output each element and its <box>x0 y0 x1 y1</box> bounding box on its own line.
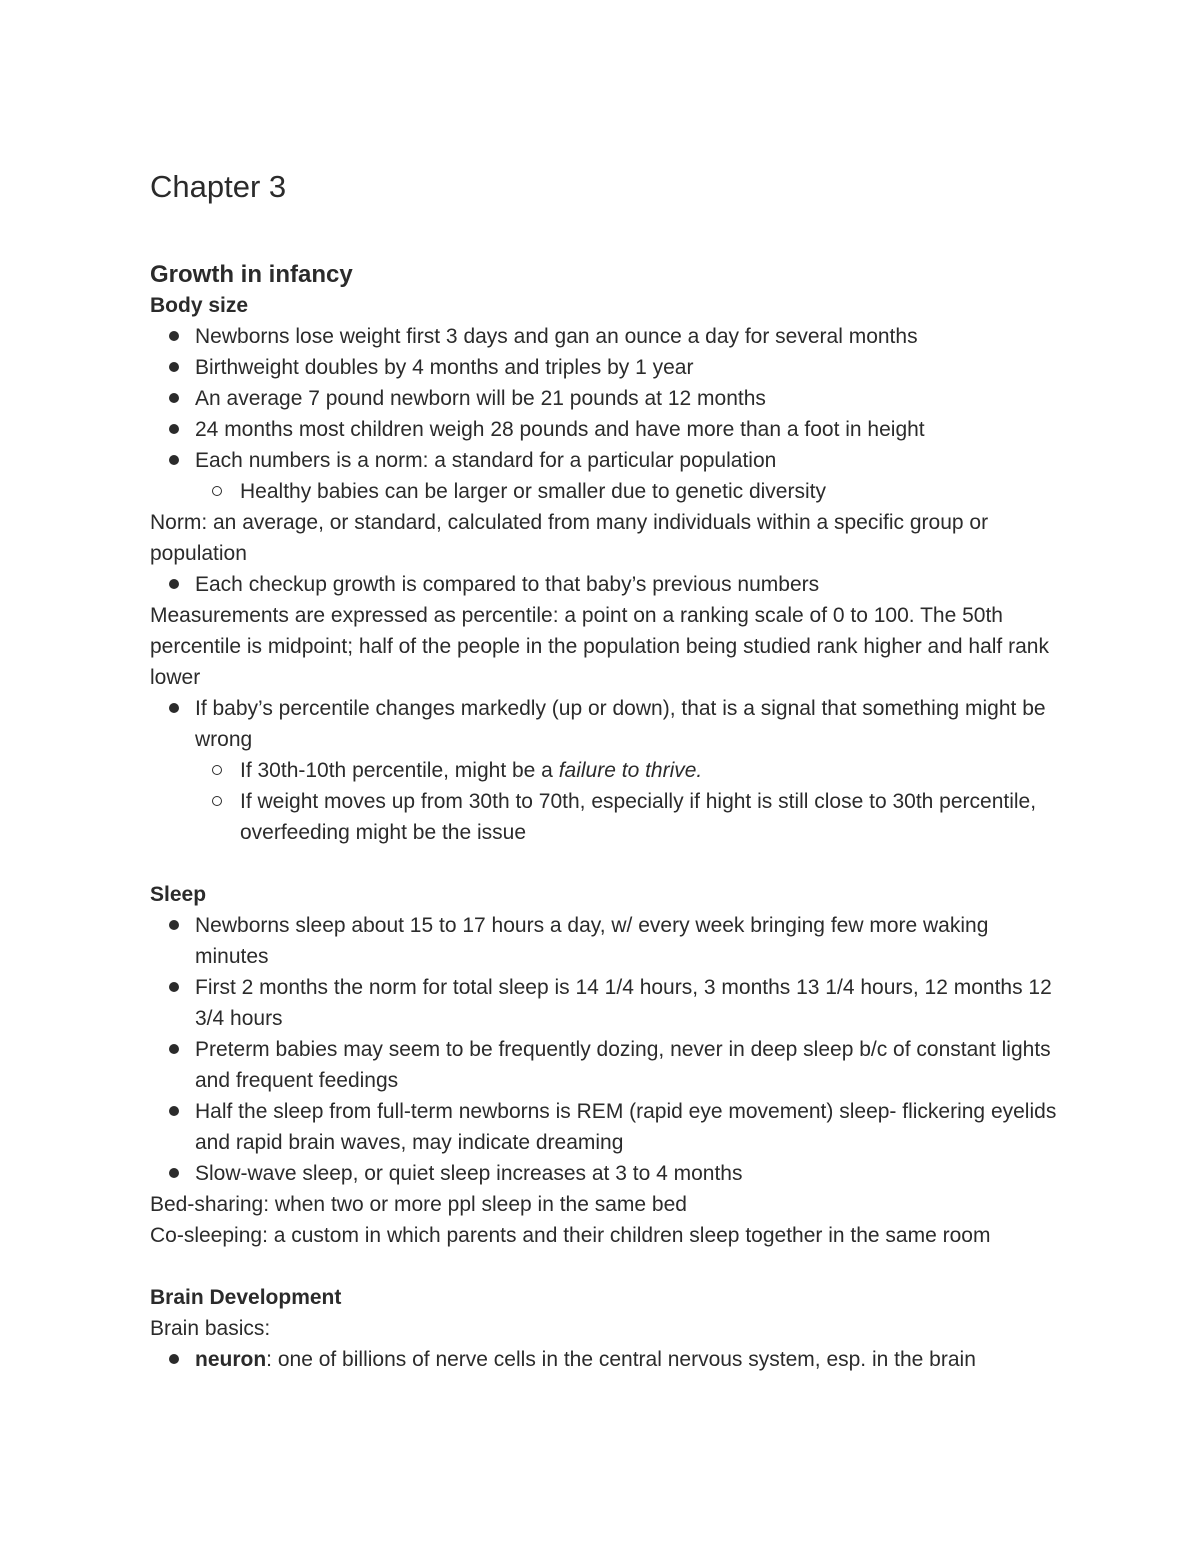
co-sleeping-definition: Co-sleeping: a custom in which parents and their children sleep together in the same room <box>150 1224 991 1247</box>
sleep-list <box>150 910 1060 1189</box>
section-heading-brain: Brain Development <box>150 1286 342 1309</box>
bullet-icon <box>169 424 179 434</box>
sub-list <box>195 476 1060 507</box>
percentile-list <box>150 693 1060 848</box>
section-heading-growth: Growth in infancy <box>150 261 353 288</box>
sub-list-item: If 30th-10th percentile, might be a failure to thrive. <box>195 755 1060 786</box>
bullet-icon <box>169 1168 179 1178</box>
norm-definition: Norm: an average, or standard, calculated from many individuals within a specific group or population <box>150 511 989 565</box>
neuron-term: neuron <box>195 1348 267 1371</box>
bullet-icon <box>169 579 179 589</box>
list-item: If baby’s percentile changes markedly (up or down), that is a signal that something might be wrong If 30th-10th percentile, might be a failure to thrive. If weight moves up from 30th to 70th, especially if hight is still close to 30th percentile, overfeeding might be the issue <box>150 693 1060 848</box>
list-item: Newborns lose weight first 3 days and gan an ounce a day for several months <box>150 321 1060 352</box>
brain-basics-intro: Brain basics: <box>150 1317 271 1340</box>
hollow-bullet-icon <box>212 765 222 775</box>
chapter-title: Chapter 3 <box>150 169 287 204</box>
list-item: Half the sleep from full-term newborns is REM (rapid eye movement) sleep- flickering eyelids and rapid brain waves, may indicate dreaming <box>150 1096 1060 1158</box>
list-item: First 2 months the norm for total sleep is 14 1/4 hours, 3 months 13 1/4 hours, 12 months 12 3/4 hours <box>150 972 1060 1034</box>
hollow-bullet-icon <box>212 486 222 496</box>
bullet-icon <box>169 393 179 403</box>
bed-sharing-definition: Bed-sharing: when two or more ppl sleep in the same bed <box>150 1193 687 1216</box>
list-item: 24 months most children weigh 28 pounds and have more than a foot in height <box>150 414 1060 445</box>
document-page <box>150 168 1060 1375</box>
section-heading-sleep: Sleep <box>150 883 207 906</box>
bullet-icon <box>169 703 179 713</box>
list-item: An average 7 pound newborn will be 21 pounds at 12 months <box>150 383 1060 414</box>
subheading-body-size: Body size <box>150 294 249 317</box>
list-item: Preterm babies may seem to be frequently dozing, never in deep sleep b/c of constant lights and frequent feedings <box>150 1034 1060 1096</box>
bullet-icon <box>169 455 179 465</box>
list-item: Birthweight doubles by 4 months and triples by 1 year <box>150 352 1060 383</box>
list-item: Each numbers is a norm: a standard for a particular population Healthy babies can be larger or smaller due to genetic diversity <box>150 445 1060 507</box>
list-item: Newborns sleep about 15 to 17 hours a day, w/ every week bringing few more waking minutes <box>150 910 1060 972</box>
hollow-bullet-icon <box>212 796 222 806</box>
bullet-icon <box>169 982 179 992</box>
failure-to-thrive-term: failure to thrive. <box>558 759 703 782</box>
bullet-icon <box>169 331 179 341</box>
bullet-icon <box>169 1354 179 1364</box>
checkup-list <box>150 569 1060 600</box>
bullet-icon <box>169 920 179 930</box>
sub-list <box>195 755 1060 848</box>
bullet-icon <box>169 1106 179 1116</box>
percentile-definition: Measurements are expressed as percentile: a point on a ranking scale of 0 to 100. The 50th percentile is midpoint; half of the people in the population being studied rank higher and half rank lower <box>150 604 1049 689</box>
list-item: Each checkup growth is compared to that baby’s previous numbers <box>150 569 1060 600</box>
list-item: Slow-wave sleep, or quiet sleep increases at 3 to 4 months <box>150 1158 1060 1189</box>
bullet-icon <box>169 1044 179 1054</box>
brain-list <box>150 1344 1060 1375</box>
list-item: neuron: one of billions of nerve cells in the central nervous system, esp. in the brain <box>150 1344 1060 1375</box>
body-size-list <box>150 321 1060 507</box>
sub-list-item: If weight moves up from 30th to 70th, especially if hight is still close to 30th percentile, overfeeding might be the issue <box>195 786 1060 848</box>
sub-list-item: Healthy babies can be larger or smaller due to genetic diversity <box>195 476 1060 507</box>
bullet-icon <box>169 362 179 372</box>
